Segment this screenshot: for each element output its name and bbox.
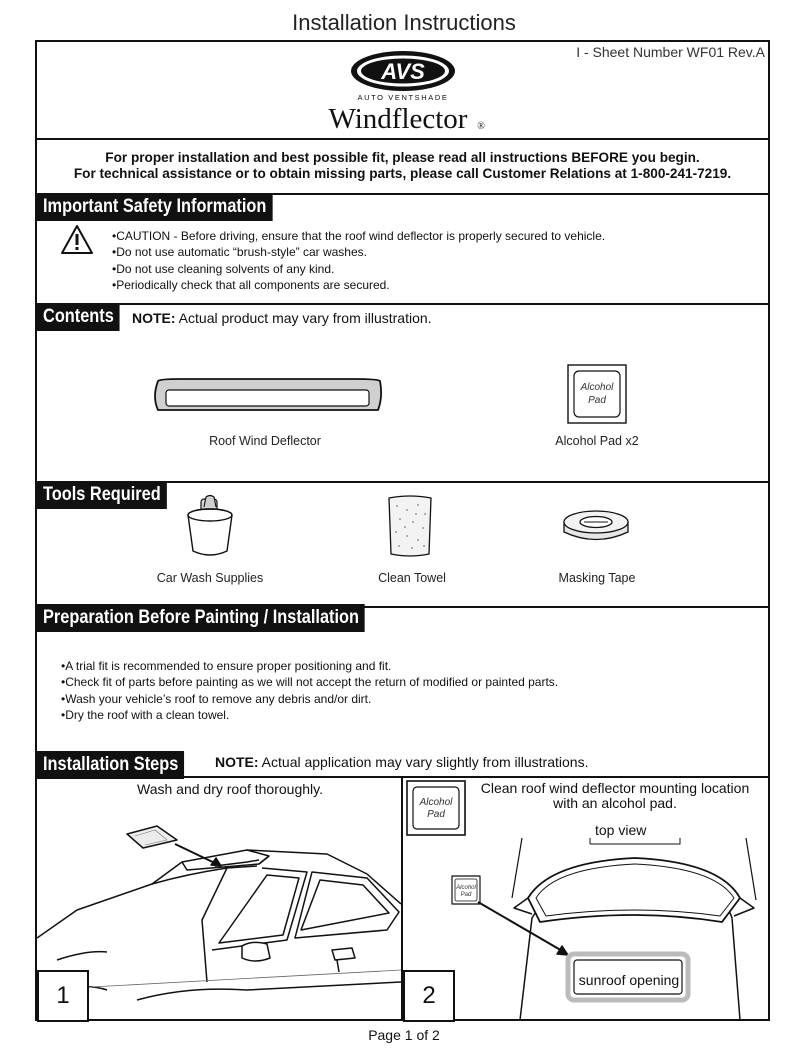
note-text: Actual product may vary from illustration. [175,310,432,326]
installation-heading: Installation Steps [37,751,184,779]
page-number: Page 1 of 2 [368,1027,440,1043]
pad-text-line-1: Alcohol [580,382,614,393]
step-2-text-line-1: Clean roof wind deflector mounting location [480,780,750,796]
divider [35,303,770,305]
pad-text-line-2: Pad [588,395,606,406]
note-label: NOTE: [215,754,259,770]
step-1-car-illustration [37,800,401,1020]
intro-line-2: For technical assistance or to obtain missing parts, please call Customer Relations at 1-800-241-7219. [73,166,732,181]
brand-tagline: AUTO VENTSHADE [357,93,449,102]
sheet-number: I - Sheet Number WF01 Rev.A [576,44,765,60]
sunroof-opening-label: sunroof opening [578,972,680,988]
pad-text-line-2: Pad [460,892,472,898]
list-item: • Periodically check that all components are secured. [112,277,752,293]
list-item: • A trial fit is recommended to ensure proper positioning and fit. [61,658,751,674]
step-2-number: 2 [403,970,455,1022]
registered-mark: ® [477,121,485,132]
preparation-heading: Preparation Before Painting / Installation [37,604,365,632]
warning-icon [60,224,94,256]
tools-label-car-wash: Car Wash Supplies [156,571,264,585]
roof-wind-deflector-icon [150,377,385,413]
document-title: Installation Instructions [292,10,516,35]
step-2-text-line-2: with an alcohol pad. [553,795,677,811]
safety-heading: Important Safety Information [37,193,272,221]
top-view-label: top view [595,822,647,838]
list-item: • Do not use cleaning solvents of any kind. [112,261,752,277]
contents-label-deflector: Roof Wind Deflector [209,434,321,448]
logo-mark: AVS [381,59,425,84]
step-1-number: 1 [37,970,89,1022]
step-1-text: Wash and dry roof thoroughly. [137,781,323,797]
pad-text-line-1: Alcohol [419,797,453,808]
list-item: • Do not use automatic “brush-style” car washes. [112,244,752,260]
safety-list [112,228,752,294]
masking-tape-icon [562,509,630,545]
intro-line-1: For proper installation and best possible fit, please read all instructions BEFORE you begin. [105,150,700,165]
step-2-text [470,781,760,811]
intro-notice [37,150,768,182]
bucket-sponge-icon [184,493,236,557]
step-2-alcohol-pad-icon [405,779,467,837]
list-item: • CAUTION - Before driving, ensure that the roof wind deflector is properly secured to vehicle. [112,228,752,244]
step-2-roof-illustration [410,838,768,1020]
preparation-list [61,658,751,724]
pad-text-line-1: Alcohol [456,885,476,891]
contents-note [132,310,432,326]
tools-label-towel: Clean Towel [378,571,446,585]
contents-heading: Contents [37,303,120,331]
brand-product: Windflector [328,103,468,135]
pad-text-line-2: Pad [427,809,445,820]
contents-label-alcohol-pad: Alcohol Pad x2 [555,434,639,448]
brand-logo [318,48,488,136]
note-label: NOTE: [132,310,176,326]
towel-icon [385,494,435,558]
alcohol-pad-icon [567,364,627,424]
note-text: Actual application may vary slightly from illustrations. [258,754,589,770]
list-item: • Dry the roof with a clean towel. [61,707,751,723]
list-item: • Wash your vehicle’s roof to remove any debris and/or dirt. [61,691,751,707]
tools-heading: Tools Required [37,481,167,509]
installation-note [215,754,588,770]
divider [35,138,770,140]
tools-label-masking-tape: Masking Tape [558,571,636,585]
list-item: • Check fit of parts before painting as we will not accept the return of modified or painted parts. [61,674,751,690]
